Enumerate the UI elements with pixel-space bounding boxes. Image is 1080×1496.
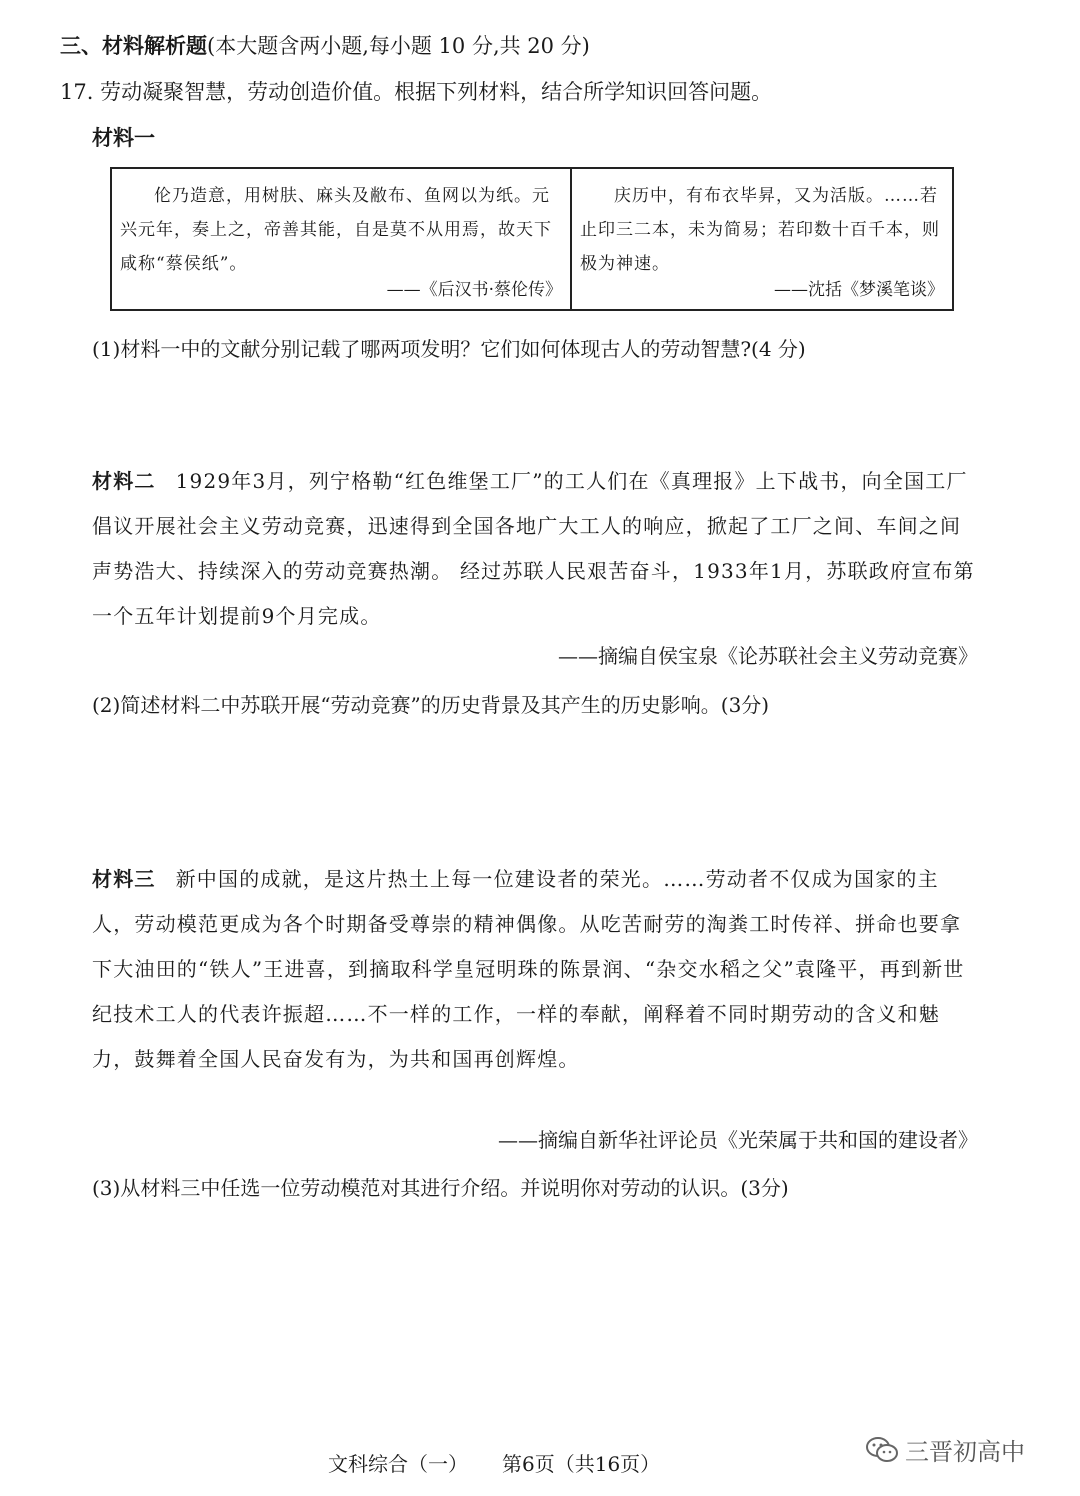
material-3-source: ——摘编自新华社评论员《光荣属于共和国的建设者》 xyxy=(498,1128,978,1152)
material-1-right-source: ——沈括《梦溪笔谈》 xyxy=(774,280,944,300)
wechat-icon xyxy=(865,1436,899,1464)
question-17-stem: 17. 劳动凝聚智慧，劳动创造价值。根据下列材料，结合所学知识回答问题。 xyxy=(60,80,773,104)
material-3-label: 材料三 xyxy=(92,867,156,891)
material-1-right-text: 庆历中，有布衣毕昇，又为活版。……若止印三二本，未为简易；若印数十百千本，则极为神速。 xyxy=(580,186,940,274)
page-footer xyxy=(328,1448,694,1477)
material-3 xyxy=(92,857,980,1082)
material-2-text: 1929年3月，列宁格勒“红色维堡工厂”的工人们在《真理报》上下战书，向全国工厂倡议开展社会主义劳动竞赛，迅速得到全国各地广大工人的响应，掀起了工厂之间、车间之间声势浩大、持续深入的劳动竞赛热潮。 经过苏联人民艰苦奋斗，1933年1月，苏联政府宣布第一个五年计划提前9个月完成。 xyxy=(92,469,975,628)
material-2-source: ——摘编自侯宝泉《论苏联社会主义劳动竞赛》 xyxy=(558,644,978,668)
footer-subject: 文科综合（一） xyxy=(328,1452,468,1476)
material-1-table xyxy=(110,167,954,311)
section-title-bold: 三、材料解析题 xyxy=(60,34,207,58)
section-title xyxy=(60,30,590,60)
watermark xyxy=(865,1432,1025,1467)
material-1-right-cell xyxy=(572,169,952,309)
question-1: (1)材料一中的文献分别记载了哪两项发明？它们如何体现古人的劳动智慧?(4 分) xyxy=(92,337,806,361)
question-2: (2)简述材料二中苏联开展“劳动竞赛”的历史背景及其产生的历史影响。(3分) xyxy=(92,693,770,717)
watermark-text: 三晋初高中 xyxy=(905,1438,1025,1466)
material-1-left-source: ——《后汉书·蔡伦传》 xyxy=(386,280,562,300)
material-2-label: 材料二 xyxy=(92,469,156,493)
footer-page-number: 第6页（共16页） xyxy=(502,1452,661,1476)
material-3-text: 新中国的成就，是这片热土上每一位建设者的荣光。……劳动者不仅成为国家的主人，劳动模范更成为各个时期备受尊崇的精神偶像。从吃苦耐劳的淘粪工时传祥、拼命也要拿下大油田的“铁人”王进喜，到摘取科学皇冠明珠的陈景润、“杂交水稻之父”袁隆平，再到新世纪技术工人的代表许振超……不一样的工作，一样的奉献，阐释着不同时期劳动的含义和魅力，鼓舞着全国人民奋发有为，为共和国再创辉煌。 xyxy=(92,867,965,1071)
material-1-left-cell xyxy=(112,169,572,309)
section-title-rest: (本大题含两小题,每小题 10 分,共 20 分) xyxy=(207,34,590,58)
material-2 xyxy=(92,459,980,639)
material-1-left-text: 伦乃造意，用树肤、麻头及敝布、鱼网以为纸。元兴元年，奏上之，帝善其能，自是莫不从用焉，故天下咸称“蔡侯纸”。 xyxy=(120,186,552,274)
material-1-label: 材料一 xyxy=(92,126,155,150)
question-3: (3)从材料三中任选一位劳动模范对其进行介绍。并说明你对劳动的认识。(3分) xyxy=(92,1176,789,1200)
